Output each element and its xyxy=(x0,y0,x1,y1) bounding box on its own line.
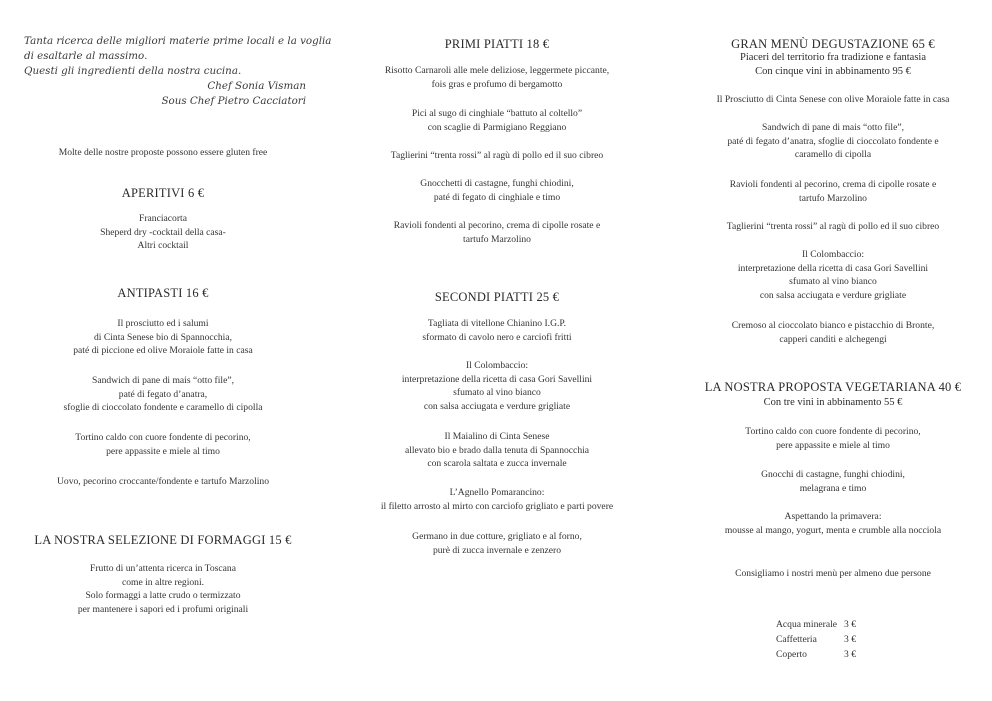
extras-row xyxy=(776,647,856,662)
item-line: fois gras e profumo di bergamotto xyxy=(431,78,563,90)
item-line: Il Colombaccio: xyxy=(465,360,529,371)
sous-chef-name: Sous Chef Pietro Cacciatori xyxy=(161,95,306,107)
item-line: allevato bio e brado dalla tenuta di Spannocchia xyxy=(404,444,590,456)
menu-item xyxy=(352,149,642,163)
extras-price: 3 € xyxy=(844,649,856,660)
item-line: Taglierini “trenta rossi” al ragù di pollo ed il suo cibreo xyxy=(726,221,940,232)
item-line: Frutto di un’attenta ricerca in Toscana xyxy=(90,563,236,574)
menu-item xyxy=(18,431,308,458)
menu-item xyxy=(352,486,642,513)
section-subtitle xyxy=(690,51,976,79)
intro-line: Questi gli ingredienti della nostra cucina. xyxy=(24,65,242,77)
section-title-secondi: SECONDI PIATTI 25 € xyxy=(434,290,560,304)
item-line: melagrana e timo xyxy=(799,482,867,494)
item-line: interpretazione della ricetta di casa Gori Savellini xyxy=(737,262,929,274)
section-title-formaggi: LA NOSTRA SELEZIONE DI FORMAGGI 15 € xyxy=(34,533,292,547)
item-line: paté di fegato di cinghiale e timo xyxy=(433,191,561,203)
item-line: Aspettando la primavera: xyxy=(784,511,882,522)
item-line: Solo formaggi a latte crudo o termizzato xyxy=(85,590,241,601)
item-line: Gnocchetti di castagne, funghi chiodini, xyxy=(420,178,574,189)
intro-line: Tanta ricerca delle migliori materie prime locali e la voglia xyxy=(24,35,332,47)
item-line: tartufo Marzolino xyxy=(463,233,531,245)
item-line: di Cinta Senese bio di Spannocchia, xyxy=(93,331,233,343)
item-line: Altri cocktail xyxy=(137,240,189,251)
menu-item xyxy=(352,219,642,246)
menu-item xyxy=(18,212,308,253)
item-line: con scaglie di Parmigiano Reggiano xyxy=(427,121,567,133)
intro-line: di esaltarle al massimo. xyxy=(24,50,148,62)
intro-text xyxy=(24,34,332,109)
section-title-aperitivi: APERITIVI 6 € xyxy=(121,186,205,200)
item-line: tartufo Marzolino xyxy=(799,192,867,204)
extras-name: Coperto xyxy=(776,649,807,660)
menu-item xyxy=(352,177,642,204)
extras-row xyxy=(776,617,856,632)
menu-item xyxy=(352,530,642,557)
chef-name: Chef Sonia Visman xyxy=(207,80,306,92)
section-title-degustazione: GRAN MENÙ DEGUSTAZIONE 65 € xyxy=(731,37,935,51)
item-line: Tagliata di vitellone Chianino I.G.P. xyxy=(427,318,567,329)
item-line: paté di fegato d’anatra, xyxy=(118,388,208,400)
extras-list xyxy=(776,617,856,662)
section-title-vegetariana: LA NOSTRA PROPOSTA VEGETARIANA 40 € xyxy=(704,380,962,394)
item-line: Risotto Carnaroli alle mele deliziose, leggermete piccante, xyxy=(384,65,610,76)
menu-item xyxy=(18,562,308,616)
item-line: pere appassite e miele al timo xyxy=(106,445,220,457)
gluten-note: Molte delle nostre proposte possono essere gluten free xyxy=(58,147,268,158)
item-line: Il Prosciutto di Cinta Senese con olive Moraiole fatte in casa xyxy=(716,94,950,105)
item-line: sfoglie di cioccolato fondente e caramello di cipolla xyxy=(63,402,263,413)
extras-price: 3 € xyxy=(844,619,856,630)
item-line: con salsa acciugata e verdure grigliate xyxy=(423,400,571,412)
item-line: sfumato al vino bianco xyxy=(789,276,877,287)
item-line: Pici al sugo di cinghiale “battuto al coltello” xyxy=(411,108,583,119)
item-line: Ravioli fondenti al pecorino, crema di cipolle rosate e xyxy=(729,179,937,190)
item-line: Il Colombaccio: xyxy=(801,249,865,260)
item-line: sformato di cavolo nero e carciofi fritti xyxy=(422,331,572,343)
recommendation-note: Consigliamo i nostri menù per almeno due persone xyxy=(735,568,931,579)
item-line: Gnocchi di castagne, funghi chiodini, xyxy=(761,469,905,480)
item-line: con salsa acciugata e verdure grigliate xyxy=(759,289,907,301)
menu-item xyxy=(18,317,308,358)
item-line: sfumato al vino bianco xyxy=(453,387,541,398)
item-line: come in altre regioni. xyxy=(121,576,205,588)
item-line: paté di piccione ed olive Moraiole fatte in casa xyxy=(73,345,253,356)
menu-item xyxy=(352,317,642,344)
menu-item xyxy=(18,475,308,489)
item-line: Cremoso al cioccolato bianco e pistacchio di Bronte, xyxy=(731,320,935,331)
item-line: con scarola saltata e zucca invernale xyxy=(427,458,567,469)
item-line: Franciacorta xyxy=(139,213,187,224)
menu-item xyxy=(690,510,976,537)
item-line: purè di zucca invernale e zenzero xyxy=(432,544,562,556)
item-line: Ravioli fondenti al pecorino, crema di cipolle rosate e xyxy=(393,220,601,231)
menu-item xyxy=(690,220,976,234)
item-line: il filetto arrosto al mirto con carciofo grigliato e parti povere xyxy=(380,500,614,512)
menu-item xyxy=(690,248,976,302)
item-line: Tortino caldo con cuore fondente di pecorino, xyxy=(75,432,251,443)
item-line: Sandwich di pane di mais “otto file”, xyxy=(91,375,234,386)
section-subtitle xyxy=(690,396,976,410)
item-line: L’Agnello Pomarancino: xyxy=(449,487,545,498)
menu-item xyxy=(690,468,976,495)
item-line: capperi canditi e alchegengi xyxy=(779,333,887,345)
item-line: Uovo, pecorino croccante/fondente e tartufo Marzolino xyxy=(56,476,270,487)
menu-item xyxy=(18,374,308,415)
item-line: paté di fegato d’anatra, sfoglie di cioccolato fondente e xyxy=(727,135,939,147)
menu-item xyxy=(690,178,976,205)
menu-item xyxy=(690,93,976,107)
subtitle-line: Con tre vini in abbinamento 55 € xyxy=(763,397,903,408)
item-line: interpretazione della ricetta di casa Gori Savellini xyxy=(401,373,593,385)
extras-name: Caffetteria xyxy=(776,634,817,645)
item-line: Germano in due cotture, grigliato e al forno, xyxy=(412,531,582,542)
menu-item xyxy=(352,64,642,91)
item-line: pere appassite e miele al timo xyxy=(776,439,890,451)
item-line: caramello di cipolla xyxy=(794,149,872,160)
item-line: per mantenere i sapori ed i profumi originali xyxy=(77,603,249,615)
item-line: Sheperd dry -cocktail della casa- xyxy=(100,226,226,238)
extras-row xyxy=(776,632,856,647)
menu-item xyxy=(352,107,642,134)
item-line: Taglierini “trenta rossi” al ragù di pollo ed il suo cibreo xyxy=(390,150,604,161)
section-title-antipasti: ANTIPASTI 16 € xyxy=(117,286,209,300)
menu-item xyxy=(690,121,976,162)
item-line: mousse al mango, yogurt, menta e crumble alla nocciola xyxy=(724,524,942,536)
item-line: Tortino caldo con cuore fondente di pecorino, xyxy=(745,426,921,437)
subtitle-line: Piaceri del territorio fra tradizione e fantasia xyxy=(740,52,926,63)
menu-item xyxy=(352,430,642,471)
menu-item xyxy=(352,359,642,413)
menu-item xyxy=(690,319,976,346)
item-line: Il Maialino di Cinta Senese xyxy=(444,431,550,442)
item-line: Sandwich di pane di mais “otto file”, xyxy=(761,122,904,133)
menu-item xyxy=(690,425,976,452)
extras-name: Acqua minerale xyxy=(776,619,837,630)
item-line: Il prosciutto ed i salumi xyxy=(117,318,209,329)
section-title-primi: PRIMI PIATTI 18 € xyxy=(444,37,550,51)
extras-price: 3 € xyxy=(844,634,856,645)
subtitle-line: Con cinque vini in abbinamento 95 € xyxy=(755,66,911,77)
